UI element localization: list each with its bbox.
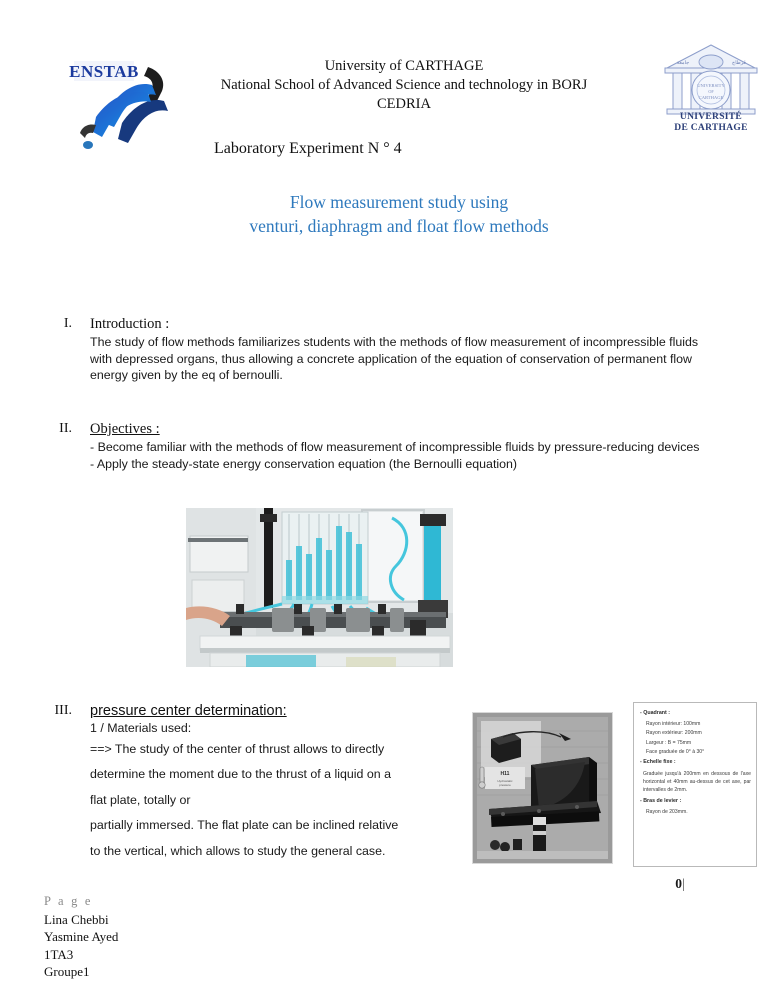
section-text-3-line-5: to the vertical, which allows to study the general case. [90, 843, 386, 858]
section-heading-introduction: Introduction : [90, 316, 170, 332]
spec-heading-bras-de-levier: - Bras de levier : [640, 798, 682, 805]
svg-text:OF: OF [708, 89, 714, 94]
footer-author-2: Yasmine Ayed [44, 929, 119, 944]
svg-text:UNIVERSITY: UNIVERSITY [697, 83, 725, 88]
section-text-3-line-2: determine the moment due to the thrust of a liquid on a [90, 767, 391, 781]
university-line-3: CEDRIA [377, 96, 431, 112]
spec-heading-echelle-fixe: - Echelle fixe : [640, 758, 676, 765]
page-number-value: 0 [675, 876, 683, 891]
carthage-caption-line2: DE CARTHAGE [674, 123, 748, 133]
doc-title-line-1: Flow measurement study using [289, 192, 509, 212]
section-objective-2: - Apply the steady-state energy conservation equation (the Bernoulli equation) [90, 456, 518, 471]
university-line-2: National School of Advanced Science and technology in BORJ [220, 77, 588, 93]
section-subheading-materials: 1 / Materials used: [90, 721, 192, 735]
spec-quadrant-inner-radius: Rayon intérieur: 100mm [646, 720, 701, 727]
page-number [620, 876, 740, 892]
specification-box [633, 702, 757, 867]
enstab-wordmark [69, 61, 139, 81]
spec-heading-quadrant: - Quadrant : [640, 710, 671, 716]
footer-authors [44, 893, 118, 981]
svg-text:H11: H11 [500, 771, 510, 777]
spec-echelle-fixe-paragraph: Graduée jusqu'à 200mm en dessous de l'axe horizontal et 40mm au-dessus de cet axe, par intervalles de 2mm. [643, 770, 751, 793]
spec-quadrant-outer-radius: Rayon extérieur: 200mm [646, 730, 702, 737]
section-numeral-2: II. [59, 421, 72, 436]
svg-text:جامعة: جامعة [676, 61, 690, 66]
section-body-2 [90, 421, 712, 472]
section-numeral-3: III. [54, 703, 72, 718]
section-text-3-line-3: flat plate, totally or [90, 792, 191, 807]
svg-text:pressure: pressure [499, 783, 511, 787]
carthage-caption-line1: UNIVERSITÉ [679, 112, 743, 122]
footer-class: 1TA3 [44, 946, 74, 962]
spec-quadrant-graduated-face: Face graduée de 0° à 30° [646, 749, 705, 756]
footer-group: Groupe1 [44, 964, 90, 979]
footer-author-1: Lina Chebbi [44, 911, 109, 927]
svg-text:CARTHAGE: CARTHAGE [698, 95, 724, 100]
university-line-1: University of CARTHAGE [324, 58, 484, 74]
photo-flow-measurement-bench [186, 508, 453, 667]
page-number-bar: | [682, 876, 685, 891]
lab-experiment-title: Laboratory Experiment N ° 4 [214, 140, 402, 157]
page-title [139, 190, 659, 238]
section-objective-1: - Become familiar with the methods of flow measurement of incompressible fluids by pressure-reducing devices [90, 440, 700, 454]
svg-text:ENSTAB: ENSTAB [69, 62, 139, 81]
section-text-3-line-1: ==> The study of the center of thrust allows to directly [90, 741, 385, 756]
svg-text:Hydrostatic: Hydrostatic [497, 779, 513, 783]
section-body-1 [90, 316, 712, 384]
document-header [0, 0, 768, 236]
section-body-3 [90, 703, 460, 864]
doc-title-line-2: venturi, diaphragm and float flow methods [249, 216, 549, 236]
photo-hydrostatic-pressure-apparatus [472, 712, 613, 864]
footer-page-word: P a g e [44, 894, 93, 908]
section-numeral-1: I. [63, 316, 72, 331]
carthage-logo-caption [657, 112, 765, 134]
svg-text:قرطاج: قرطاج [732, 61, 746, 66]
section-heading-objectives: Objectives : [90, 421, 160, 437]
section-heading-pressure-center: pressure center determination: [90, 703, 287, 719]
enstab-logo [52, 45, 180, 163]
university-heading [184, 57, 624, 114]
section-text-3-line-4: partially immersed. The flat plate can be inclined relative [90, 818, 399, 832]
spec-quadrant-width: Largeur : B = 75mm [646, 739, 692, 746]
spec-bras-de-levier-radius: Rayon de 203mm. [646, 808, 688, 815]
section-text-introduction: The study of flow methods familiarizes students with the methods of flow measurement of incompressible fluids with depressed organs, thus allowing a concrete application of the equation of conservation of permanent flow energy given by the eq of bernoulli. [90, 335, 699, 382]
